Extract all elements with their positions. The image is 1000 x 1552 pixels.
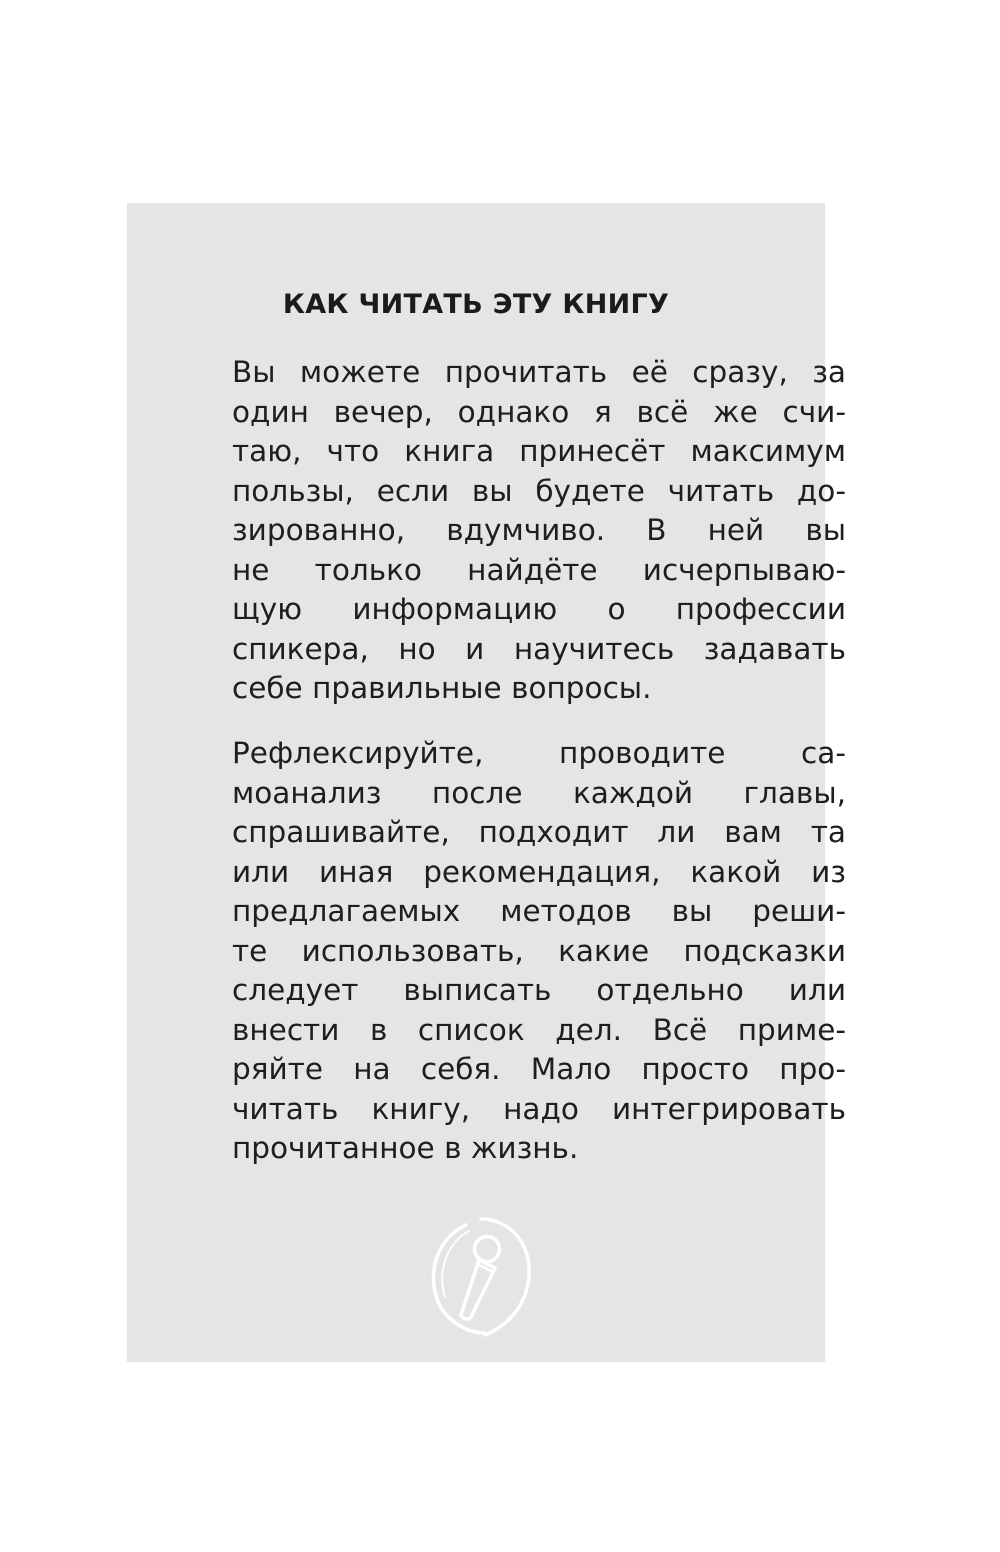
text-line: прочитанное в жизнь. xyxy=(232,1131,579,1165)
text-line: один вечер, однако я всё же счи- xyxy=(232,394,846,429)
text-line: зированно, вдумчиво. В ней вы xyxy=(232,513,846,547)
text-line: моанализ после каждой главы, xyxy=(232,775,846,810)
text-line: или иная рекомендация, какой из xyxy=(232,854,846,889)
text-line: Рефлексируйте, проводите са- xyxy=(232,736,846,770)
text-line: спрашивайте, подходит ли вам та xyxy=(232,815,846,849)
text-line: внести в список дел. Всё приме- xyxy=(232,1012,846,1047)
text-line: щую информацию о профессии xyxy=(232,592,846,626)
info-panel xyxy=(127,203,846,1362)
text-line: те использовать, какие подсказки xyxy=(232,933,846,968)
text-line: таю, что книга принесёт максимум xyxy=(232,434,846,468)
text-line: предлагаемых методов вы реши- xyxy=(232,894,846,928)
page-title: КАК ЧИТАТЬ ЭТУ КНИГУ xyxy=(282,289,670,320)
text-line: Вы можете прочитать её сразу, за xyxy=(232,355,846,389)
text-line: следует выписать отдельно или xyxy=(232,973,846,1007)
text-line: ряйте на себя. Мало просто про- xyxy=(232,1052,846,1086)
text-line: не только найдёте исчерпываю- xyxy=(232,552,846,587)
paragraph-1 xyxy=(232,353,846,709)
text-line: спикера, но и научитесь задавать xyxy=(232,631,846,666)
microphone-circle-icon xyxy=(425,1213,535,1341)
text-line: пользы, если вы будете читать до- xyxy=(232,473,846,508)
paragraph-2 xyxy=(232,734,846,1169)
text-line: себе правильные вопросы. xyxy=(232,671,652,705)
text-line: читать книгу, надо интегрировать xyxy=(232,1091,846,1126)
